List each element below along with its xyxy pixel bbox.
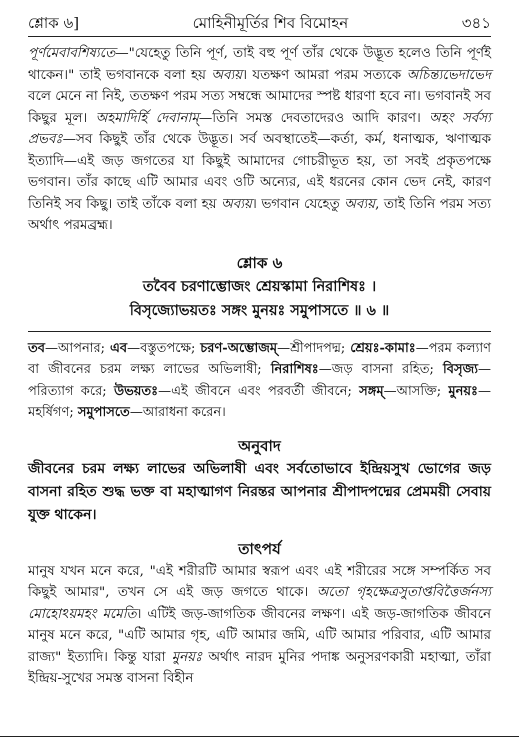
translation-text: জীবনের চরম লক্ষ্য লাভের অভিলাষী এবং সর্বতোভাবে ইন্দ্রিয়সুখ ভোগের জড় বাসনা রহিত শুদ্ধ ভক্ত বা মহাত্মাগণ নিরন্তর আপনার শ্রীপাদপদ্মের প্রেমময়ী সেবায় যুক্ত থাকেন। <box>28 460 491 523</box>
synonym-word: তব <box>28 340 45 356</box>
running-header <box>28 12 491 34</box>
italic-phrase: অব্যয় <box>211 67 243 83</box>
italic-phrase: মুনয়ঃ <box>171 649 203 665</box>
purport-title: তাৎপর্য <box>238 539 281 558</box>
purport-paragraph: মানুষ যখন মনে করে, "এই শরীরটি আমার স্বরূপ এবং এই শরীরের সঙ্গে সম্পর্কিত সব কিছুই আমার", তখন সে এই জড় জগতে থাকে। অতো গৃহক্ষেত্রসুতাপ্তবিত্তৈর্জনস্য মোহোঽয়মহং মমেতি। এটিই জড়-জাগতিক জীবনের লক্ষণ। এই জড়-জাগতিক জীবনে মানুষ মনে করে, "এটি আমার গৃহ, এটি আমার জমি, এটি আমার পরিবার, এটি আমার রাজ্য" ইত্যাদি। কিন্তু যারা মুনয়ঃ অর্থাৎ নারদ মুনির পদাঙ্ক অনুসরণকারী মহাত্মা, তাঁরা ইন্দ্রিয়-সুখের সমস্ত বাসনা বিহীন <box>28 563 491 686</box>
header-chapter-title: মোহিনীমূর্তির শিব বিমোহন <box>192 14 349 32</box>
intro-paragraph: পূর্ণমেবাবশিষ্যতে—"যেহেতু তিনি পূর্ণ, তাই বহু পূর্ণ তাঁর থেকে উদ্ভূত হলেও তিনি পূর্ণই থাকেন।" তাই ভগবানকে বলা হয় অব্যয়। যতক্ষণ আমরা পরম সত্যকে অচিন্ত্যভেদাভেদ বলে মেনে না নিই, ততক্ষণ পরম সত্য সম্বন্ধে আমাদের স্পষ্ট ধারণা হবে না। ভগবানই সব কিছুর মূল। অহমাদির্হি দেবানাম্—তিনি সমস্ত দেবতাদেরও আদি কারণ। অহং সর্বস্য প্রভবঃ—সব কিছুই তাঁর থেকে উদ্ভূত। সর্ব অবস্থাতেই—কর্তা, কর্ম, ধনাত্মক, ঋণাত্মক ইত্যাদি—এই জড় জগতের যা কিছুই আমাদের গোচরীভূত হয়, তা সবই প্রকৃতপক্ষে ভগবান। তাঁর কাছে এটি আমার এবং ওটি অন্যের, এই ধরনের কোন ভেদ নেই, কারণ তিনিই সব কিছু। তাই তাঁকে বলা হয় অব্যয়। ভগবান যেহেতু অব্যয়, তাই তিনি পরম সত্য অর্থাৎ পরমব্রহ্ম। <box>28 46 491 233</box>
page-number: ৩৪১ <box>461 14 491 32</box>
synonym-word: সঙ্গম্ <box>359 383 384 399</box>
synonym-word: শ্রেয়ঃ-কামাঃ <box>350 340 416 356</box>
italic-phrase: অহমাদির্হি দেবানাম্ <box>95 110 199 126</box>
synonym-word: চরণ-অম্ভোজম্ <box>200 340 278 356</box>
translation-title: অনুবাদ <box>238 436 281 455</box>
italic-phrase: অব্যয় <box>221 196 252 212</box>
verse-title: শ্লোক ৬ <box>236 253 283 272</box>
footer-rule <box>0 736 519 737</box>
italic-phrase: অচিন্ত্যভেদাভেদ <box>406 67 491 83</box>
verse-line-2: বিসৃজ্যোভয়তঃ সঙ্গং মুনয়ঃ সমুপাসতে ॥ ৬ ॥ <box>129 301 390 319</box>
synonym-word: নিরাশিষঃ <box>270 362 319 377</box>
italic-phrase: অহং সর্বস্য প্রভবঃ <box>28 110 491 147</box>
italic-phrase: অতো গৃহক্ষেত্রসুতাপ্তবিত্তৈর্জনস্য মোহোঽয়মহং মমেতি <box>28 585 491 622</box>
italic-phrase: অব্যয় <box>344 196 376 212</box>
synonym-word: বিসৃজ্য <box>443 362 478 377</box>
header-verse-ref: শ্লোক ৬] <box>28 14 80 32</box>
synonym-word: এব <box>109 340 128 356</box>
italic-phrase: পূর্ণমেবাবশিষ্যতে <box>28 46 116 61</box>
synonym-word: সমুপাসতে <box>77 405 130 420</box>
synonym-word: মুনয়ঃ <box>448 383 478 399</box>
verse-rule <box>28 331 491 332</box>
synonym-word: উভয়তঃ <box>113 383 159 399</box>
verse-line-1: তবৈব চরণাম্ভোজং শ্রেয়স্কামা নিরাশিষঃ । <box>142 277 377 295</box>
synonyms-paragraph: তব—আপনার; এব—বস্তুতপক্ষে; চরণ-অম্ভোজম্—শ্রীপাদপদ্ম; শ্রেয়ঃ-কামাঃ—পরম কল্যাণ বা জীবনের চরম লক্ষ্য লাভের অভিলাষী; নিরাশিষঃ—জড় বাসনা রহিত; বিসৃজ্য—পরিত্যাগ করে; উভয়তঃ—এই জীবনে এবং পরবর্তী জীবনে; সঙ্গম্—আসক্তি; মুনয়ঃ—মহর্ষিগণ; সমুপাসতে—আরাধনা করেন। <box>28 340 491 420</box>
